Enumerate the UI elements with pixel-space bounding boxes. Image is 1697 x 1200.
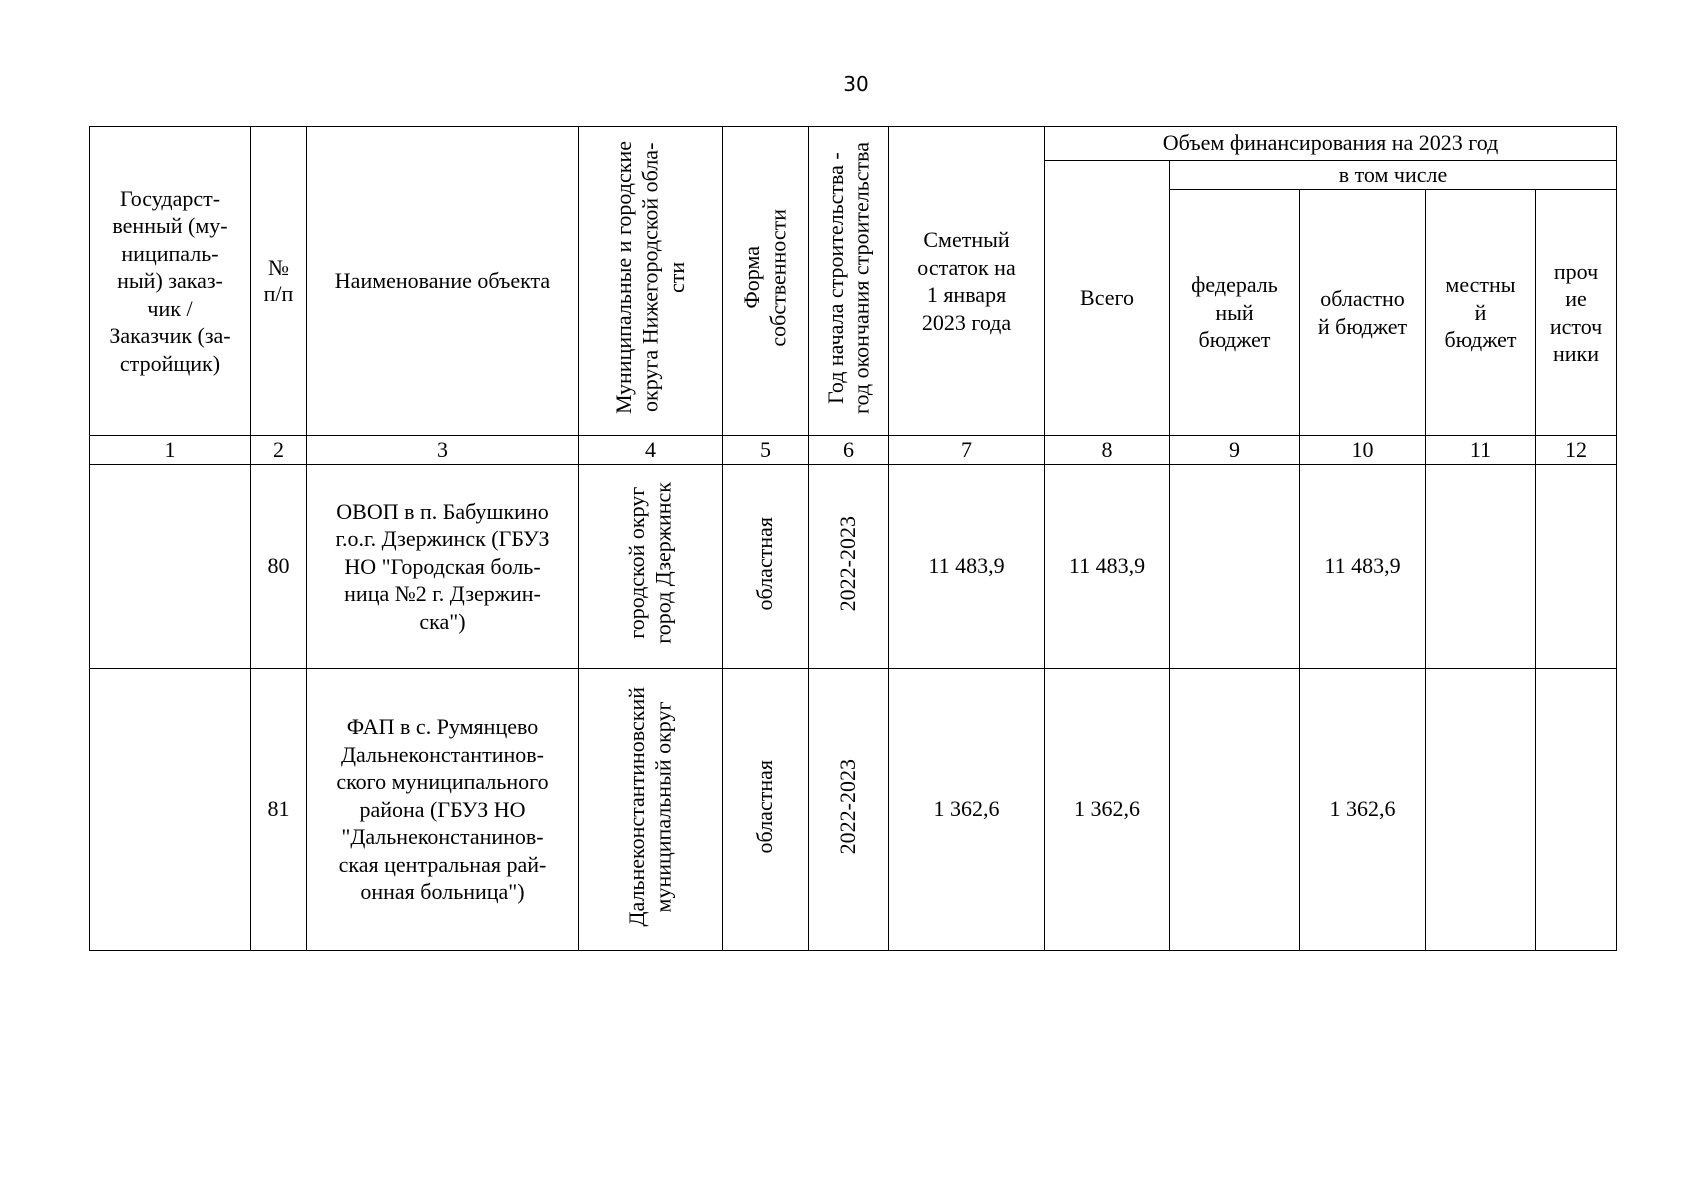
row-municipality: городской округ город Дзержинск [579, 465, 723, 669]
table-row [90, 465, 1617, 669]
header-num: № п/п [251, 127, 307, 436]
column-number: 6 [809, 436, 889, 465]
header-including: в том числе [1170, 161, 1617, 190]
row-regional: 11 483,9 [1300, 465, 1426, 669]
row-object-name: ФАП в с. Румянцево Дальнеконстантинов- ского муниципального района (ГБУЗ НО "Дальнеконстанинов- ская центральная рай- онная больница") [307, 669, 579, 951]
header-customer: Государст- венный (му- ниципаль- ный) заказ- чик / Заказчик (за- стройщик) [90, 127, 251, 436]
row-other [1536, 669, 1617, 951]
header-federal: федераль ный бюджет [1170, 190, 1300, 436]
row-object-name: ОВОП в п. Бабушкино г.о.г. Дзержинск (ГБУЗ НО "Городская боль- ница №2 г. Дзержин- ска") [307, 465, 579, 669]
row-customer [90, 669, 251, 951]
column-number-row [90, 436, 1617, 465]
row-years: 2022-2023 [809, 465, 889, 669]
table-row [90, 669, 1617, 951]
column-number: 1 [90, 436, 251, 465]
column-number: 12 [1536, 436, 1617, 465]
header-local: местны й бюджет [1426, 190, 1536, 436]
page-number: 30 [843, 72, 869, 96]
row-ownership: областная [723, 669, 809, 951]
row-years: 2022-2023 [809, 669, 889, 951]
header-regional: областно й бюджет [1300, 190, 1426, 436]
header-total: Всего [1045, 161, 1170, 436]
row-balance: 1 362,6 [889, 669, 1045, 951]
row-regional: 1 362,6 [1300, 669, 1426, 951]
header-object-name: Наименование объекта [307, 127, 579, 436]
row-total: 11 483,9 [1045, 465, 1170, 669]
row-balance: 11 483,9 [889, 465, 1045, 669]
column-number: 4 [579, 436, 723, 465]
header-other: проч ие источ ники [1536, 190, 1617, 436]
column-number: 10 [1300, 436, 1426, 465]
column-number: 3 [307, 436, 579, 465]
column-number: 11 [1426, 436, 1536, 465]
row-local [1426, 669, 1536, 951]
row-customer [90, 465, 251, 669]
row-federal [1170, 669, 1300, 951]
header-years: Год начала строительства - год окончания строительства [809, 127, 889, 436]
row-num: 81 [251, 669, 307, 951]
funding-table [89, 126, 1617, 951]
header-ownership: Форма собственности [723, 127, 809, 436]
column-number: 7 [889, 436, 1045, 465]
column-number: 9 [1170, 436, 1300, 465]
row-num: 80 [251, 465, 307, 669]
row-federal [1170, 465, 1300, 669]
row-other [1536, 465, 1617, 669]
row-local [1426, 465, 1536, 669]
row-municipality: Дальнеконстантиновский муниципальный округ [579, 669, 723, 951]
column-number: 5 [723, 436, 809, 465]
header-balance: Сметный остаток на 1 января 2023 года [889, 127, 1045, 436]
column-number: 2 [251, 436, 307, 465]
row-total: 1 362,6 [1045, 669, 1170, 951]
column-number: 8 [1045, 436, 1170, 465]
header-funding-group: Объем финансирования на 2023 год [1045, 127, 1617, 161]
row-ownership: областная [723, 465, 809, 669]
header-municipality: Муниципальные и городские округа Нижегородской обла- сти [579, 127, 723, 436]
